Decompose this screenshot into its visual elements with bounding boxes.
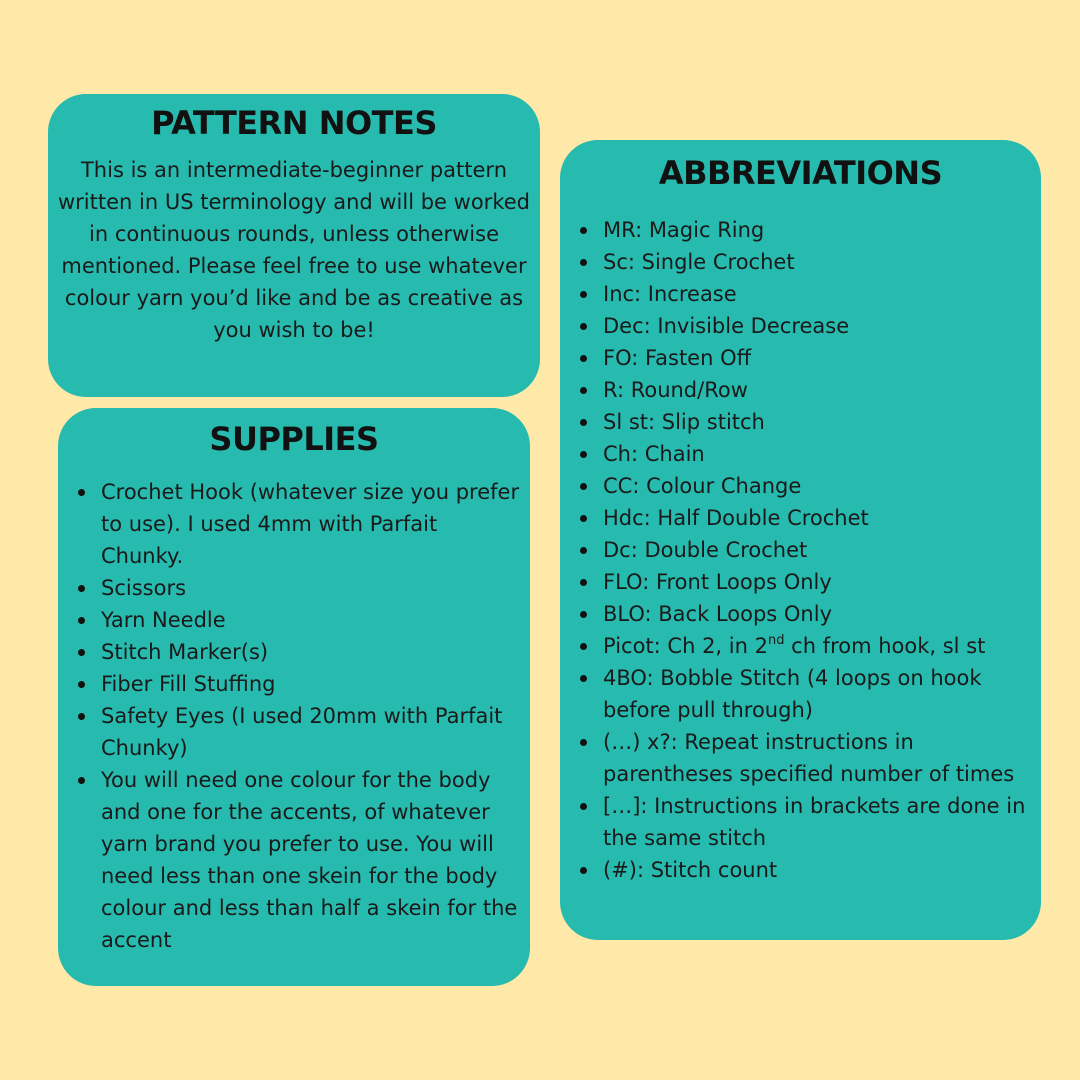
supplies-title: SUPPLIES (209, 420, 379, 458)
pattern-notes-card (48, 94, 540, 397)
picot-text-end: ch from hook, sl st (784, 634, 986, 658)
abbreviations-list (560, 214, 1041, 886)
supplies-item: You will need one colour for the body and one for the accents, of whatever yarn brand you prefer to use. You will need less than one skein for the body colour and less than half a skein for the accent (58, 764, 530, 956)
supplies-card (58, 408, 530, 986)
abbreviation-item: MR: Magic Ring (560, 214, 1041, 246)
abbreviations-title: ABBREVIATIONS (658, 154, 943, 192)
pattern-notes-title: PATTERN NOTES (151, 104, 437, 142)
pattern-notes-body: This is an intermediate-beginner pattern written in US terminology and will be worked in continuous rounds, unless otherwise mentioned. Please feel free to use whatever colour yarn you’d like and be as creative as you wish to be! (58, 158, 530, 342)
supplies-item: Crochet Hook (whatever size you prefer to use). I used 4mm with Parfait Chunky. (58, 476, 530, 572)
picot-text-start: Picot: Ch 2, in 2 (603, 634, 768, 658)
abbreviation-item-picot (560, 630, 1041, 662)
abbreviation-item: Dc: Double Crochet (560, 534, 1041, 566)
picot-superscript: nd (767, 633, 785, 648)
abbreviation-item: Ch: Chain (560, 438, 1041, 470)
supplies-item: Fiber Fill Stuffing (58, 668, 530, 700)
supplies-list (58, 476, 530, 956)
supplies-item: Scissors (58, 572, 530, 604)
abbreviation-item: Dec: Invisible Decrease (560, 310, 1041, 342)
abbreviation-item: Inc: Increase (560, 278, 1041, 310)
abbreviation-item: Sc: Single Crochet (560, 246, 1041, 278)
abbreviation-item: (#): Stitch count (560, 854, 1041, 886)
supplies-item: Yarn Needle (58, 604, 530, 636)
abbreviation-item: BLO: Back Loops Only (560, 598, 1041, 630)
abbreviation-item: Sl st: Slip stitch (560, 406, 1041, 438)
abbreviations-card (560, 140, 1041, 940)
abbreviation-item: FO: Fasten Off (560, 342, 1041, 374)
abbreviation-item: (…) x?: Repeat instructions in parentheses specified number of times (560, 726, 1041, 790)
supplies-item: Safety Eyes (I used 20mm with Parfait Chunky) (58, 700, 530, 764)
abbreviation-item: 4BO: Bobble Stitch (4 loops on hook before pull through) (560, 662, 1041, 726)
abbreviation-item: […]: Instructions in brackets are done in the same stitch (560, 790, 1041, 854)
abbreviation-item: Hdc: Half Double Crochet (560, 502, 1041, 534)
abbreviation-item: FLO: Front Loops Only (560, 566, 1041, 598)
supplies-item: Stitch Marker(s) (58, 636, 530, 668)
abbreviation-item: CC: Colour Change (560, 470, 1041, 502)
abbreviation-item: R: Round/Row (560, 374, 1041, 406)
